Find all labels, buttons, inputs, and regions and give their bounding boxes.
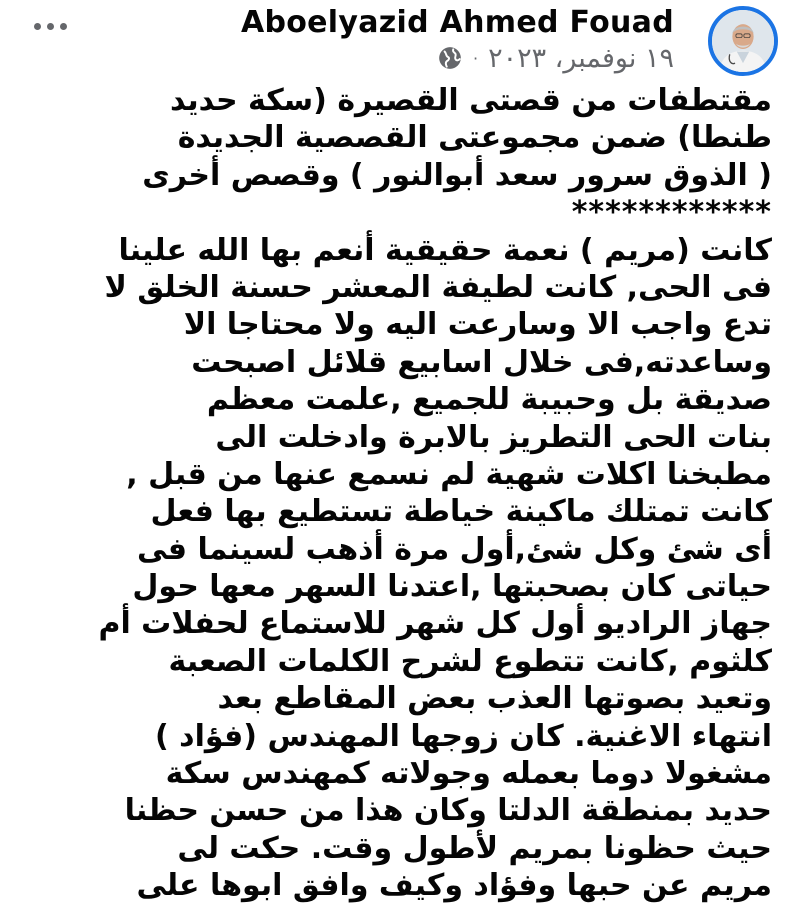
- story-line: حياتى كان بصحبتها ,اعتدنا السهر معها حول: [132, 569, 772, 605]
- story-line: انتهاء الاغنية. كان زوجها المهندس (فؤاد ): [155, 718, 772, 754]
- post-header: [0, 0, 800, 80]
- story-line: كانت (مريم ) نعمة حقيقية أنعم بها الله علينا: [118, 232, 772, 268]
- post-date[interactable]: ١٩ نوفمبر، ٢٠٢٣: [488, 42, 674, 74]
- story-line: فى الحى, كانت لطيفة المعشر حسنة الخلق لا: [104, 269, 772, 305]
- story-line: تدع واجب الا وسارعت اليه ولا محتاجا الا: [183, 307, 772, 343]
- post-text: [22, 82, 772, 905]
- more-options-button[interactable]: [28, 16, 72, 36]
- meta-separator: ·: [472, 48, 479, 68]
- intro-line: مقتطفات من قصتى القصيرة (سكة حديد: [170, 83, 772, 118]
- separator-stars: ************: [571, 195, 772, 231]
- post-meta: [437, 40, 674, 76]
- story-line: حيث حظونا بمريم لأطول وقت. حكت لى: [177, 830, 772, 866]
- intro-line: طنطا) ضمن مجموعتى القصصية الجديدة: [177, 120, 772, 156]
- avatar-image: [712, 10, 774, 72]
- story-line: مشغولا دوما بعمله وجولاته كمهندس سكة: [165, 756, 772, 792]
- story-line: أى شئ وكل شئ,أول مرة أذهب لسينما فى: [137, 531, 772, 567]
- story-line: مريم عن حبها وفؤاد وكيف وافق ابوها على: [136, 868, 772, 904]
- story-line: صديقة بل وحبيبة للجميع ,علمت معظم: [206, 382, 772, 418]
- story-line: وتعيد بصوتها العذب بعض المقاطع بعد: [217, 681, 772, 717]
- story-line: كلثوم ,كانت تتطوع لشرح الكلمات الصعبة: [168, 643, 772, 679]
- story-line: مطبخنا اكلات شهية لم نسمع عنها من قبل ,: [126, 456, 772, 492]
- story-line: وساعدته,فى خلال اسابيع قلائل اصبحت: [191, 344, 772, 380]
- story-line: جهاز الراديو أول كل شهر للاستماع لحفلات أم: [98, 606, 772, 642]
- more-options-icon: [34, 23, 41, 30]
- story-line: بنات الحى التطريز بالابرة وادخلت الى: [215, 419, 772, 455]
- author-name[interactable]: Aboelyazid Ahmed Fouad: [240, 5, 674, 40]
- avatar[interactable]: [708, 6, 778, 76]
- globe-icon[interactable]: [437, 45, 463, 71]
- story-line: كانت تمتلك ماكينة خياطة تستطيع بها فعل: [150, 494, 772, 530]
- intro-line: ( الذوق سرور سعد أبوالنور ) وقصص أخرى: [142, 157, 772, 193]
- story-line: حديد بمنطقة الدلتا وكان هذا من حسن حظنا: [124, 793, 772, 829]
